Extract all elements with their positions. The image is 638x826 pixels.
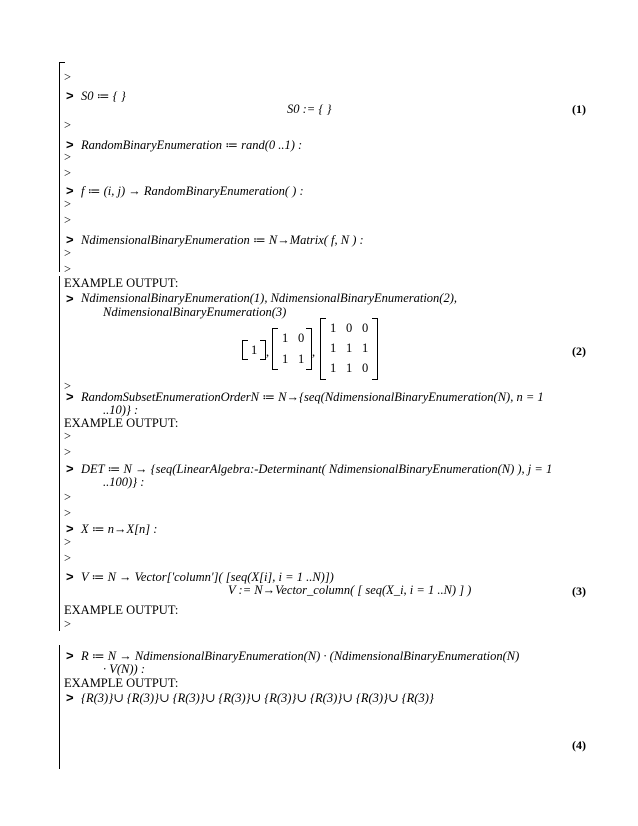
input-random-subset[interactable]: RandomSubsetEnumerationOrderN ≔ N→{seq(NdimensionalBinaryEnumeration(N), n = 1 [81, 390, 544, 404]
prompt-symbol[interactable]: > [66, 521, 74, 536]
matrix-cell: 0 [298, 331, 305, 345]
group-bar [59, 62, 60, 272]
input-det[interactable]: DET ≔ N → {seq(LinearAlgebra:-Determinant( NdimensionalBinaryEnumeration(N) ), j = 1 [81, 462, 553, 476]
matrix-comma: , [266, 345, 270, 359]
prompt-symbol[interactable]: > [66, 648, 74, 663]
matrix-cell: 1 [330, 361, 337, 375]
input-ndim-call-cont[interactable]: NdimensionalBinaryEnumeration(3) [103, 305, 287, 319]
prompt-symbol[interactable]: > [66, 389, 74, 404]
matrix-cell: 0 [346, 321, 353, 335]
empty-prompt[interactable]: > [64, 551, 72, 565]
matrix-cell: 0 [362, 361, 369, 375]
prompt-symbol[interactable]: > [66, 461, 74, 476]
equation-number: (3) [572, 584, 586, 598]
empty-prompt[interactable]: > [64, 150, 72, 164]
equation-number: (4) [572, 738, 586, 752]
output-s0: S0 := { } [287, 102, 332, 116]
empty-prompt[interactable]: > [64, 490, 72, 504]
input-ndim-call[interactable]: NdimensionalBinaryEnumeration(1), NdimensionalBinaryEnumeration(2), [81, 291, 458, 305]
input-ndim[interactable]: NdimensionalBinaryEnumeration ≔ N→Matrix( f, N ) : [81, 233, 364, 247]
example-output-label: EXAMPLE OUTPUT: [64, 603, 179, 617]
matrix-cell: 1 [346, 361, 353, 375]
input-random-binary[interactable]: RandomBinaryEnumeration ≔ rand(0 ..1) : [81, 138, 303, 152]
matrix-cell: 1 [251, 343, 258, 357]
empty-prompt[interactable]: > [64, 379, 72, 393]
empty-prompt[interactable]: > [64, 118, 72, 132]
matrix-comma: , [312, 345, 316, 359]
matrix-cell: 1 [362, 341, 369, 355]
matrix-cell: 1 [282, 331, 289, 345]
input-random-subset-cont[interactable]: ..10)} : [103, 403, 139, 417]
matrix-cell: 1 [330, 321, 337, 335]
prompt-symbol[interactable]: > [66, 569, 74, 584]
group-bar [59, 386, 60, 631]
input-x[interactable]: X ≔ n→X[n] : [81, 522, 158, 536]
empty-prompt[interactable]: > [64, 535, 72, 549]
empty-prompt[interactable]: > [64, 506, 72, 520]
prompt-symbol[interactable]: > [66, 88, 74, 103]
example-output-label: EXAMPLE OUTPUT: [64, 276, 179, 290]
matrix-cell: 0 [362, 321, 369, 335]
empty-prompt[interactable]: > [64, 70, 72, 84]
empty-prompt[interactable]: > [64, 262, 72, 276]
matrix-cell: 1 [346, 341, 353, 355]
input-det-cont[interactable]: ..100)} : [103, 475, 145, 489]
matrix-3x3 [320, 318, 378, 380]
output-v: V := N→Vector_column( [ seq(X_i, i = 1 ..N) ] ) [228, 583, 472, 597]
example-output-label: EXAMPLE OUTPUT: [64, 676, 179, 690]
group-bar [59, 276, 60, 386]
matrix-cell: 1 [298, 352, 305, 366]
matrix-cell: 1 [330, 341, 337, 355]
prompt-symbol[interactable]: > [66, 183, 74, 198]
prompt-symbol[interactable]: > [66, 137, 74, 152]
group-bar [59, 645, 60, 769]
input-f[interactable]: f ≔ (i, j) → RandomBinaryEnumeration( ) : [81, 184, 304, 198]
example-output-label: EXAMPLE OUTPUT: [64, 416, 179, 430]
prompt-symbol[interactable]: > [66, 690, 74, 705]
empty-prompt[interactable]: > [64, 246, 72, 260]
equation-number: (2) [572, 344, 586, 358]
empty-prompt[interactable]: > [64, 213, 72, 227]
prompt-symbol[interactable]: > [66, 232, 74, 247]
input-r[interactable]: R ≔ N → NdimensionalBinaryEnumeration(N) · (NdimensionalBinaryEnumeration(N) [81, 649, 520, 663]
prompt-symbol[interactable]: > [66, 291, 74, 306]
input-v[interactable]: V ≔ N → Vector['column']( [seq(X[i], i = 1 ..N)]) [81, 570, 334, 584]
empty-prompt[interactable]: > [64, 166, 72, 180]
empty-prompt[interactable]: > [64, 617, 72, 631]
empty-prompt[interactable]: > [64, 197, 72, 211]
input-union[interactable]: {R(3)}∪ {R(3)}∪ {R(3)}∪ {R(3)}∪ {R(3)}∪ {R(3)}∪ {R(3)}∪ {R(3)} [81, 691, 434, 705]
empty-prompt[interactable]: > [64, 445, 72, 459]
input-s0[interactable]: S0 ≔ { } [81, 89, 126, 103]
equation-number: (1) [572, 102, 586, 116]
matrix-cell: 1 [282, 352, 289, 366]
empty-prompt[interactable]: > [64, 429, 72, 443]
matrix-1x1 [242, 340, 266, 360]
input-r-cont[interactable]: · V(N)) : [103, 662, 145, 676]
matrix-2x2 [272, 328, 312, 370]
